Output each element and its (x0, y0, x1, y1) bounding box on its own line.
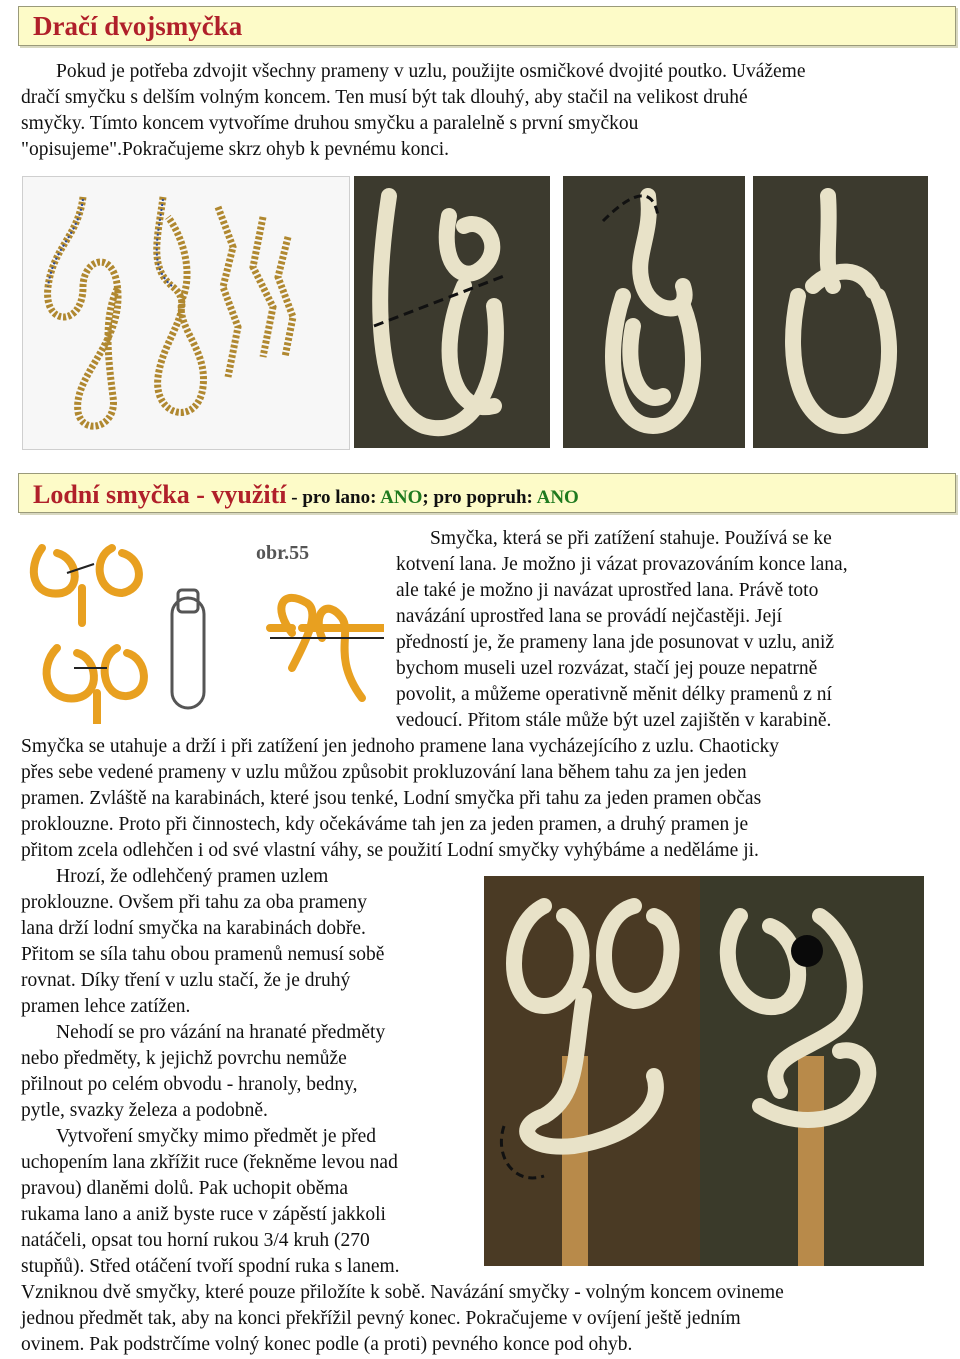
rope-on-post-step2-icon (700, 876, 924, 1266)
section-header-draci-dvojsmycka (18, 6, 956, 46)
text-line: lana drží lodní smyčka na karabinách dobře. (21, 918, 366, 939)
text-line: přes sebe vedené prameny v uzlu můžou způsobit prokluzování lana během tahu za jen jeden (21, 762, 747, 783)
text-line: pravou) dlaněmi dolů. Pak uchopit oběma (21, 1178, 349, 1199)
text-line: přitom zcela odlehčen i od své vlastní váhy, se použití Lodní smyčky vyhýbáme a neděláme ji. (21, 840, 759, 861)
figure-label: obr.55 (256, 542, 310, 564)
text-line: Vzniknou dvě smyčky, které pouze přiložíte k sobě. Navázání smyčky - volným koncem ovineme (21, 1282, 784, 1303)
text-line: Přitom se síla tahu obou pramenů nemusí sobě (21, 944, 385, 965)
text-line: předností je, že prameny lana jde posunovat v uzlu, aniž (396, 632, 835, 653)
figure-clove-hitch-diagram (22, 528, 384, 724)
text-line: natáčeli, opsat tou horní rukou 3/4 kruh (270 (21, 1230, 370, 1251)
text-line: Nehodí se pro vázání na hranaté předměty (56, 1022, 386, 1043)
text-line: jednou předmět tak, aby na konci překřížil pevný konec. Pokračujeme v ovíjení ještě jedním (21, 1308, 741, 1329)
dragon-loop-diagram-icon (23, 177, 349, 449)
photo-clove-hitch-step2 (700, 876, 924, 1266)
text-line: "opisujeme".Pokračujeme skrz ohyb k pevnému konci. (21, 139, 450, 160)
text-line: vedoucí. Přitom stále může být uzel zajištěn v karabině. (396, 710, 832, 731)
text-line: povolit, a můžeme operativně měnit délky pramenů z ní (396, 684, 832, 705)
text-line: uchopením lana zkřížit ruce (řekněme levou nad (21, 1152, 398, 1173)
text-line: Smyčka se utahuje a drží i při zatížení jen jednoho pramene lana vycházejícího z uzlu. Chaoticky (21, 736, 780, 757)
section-title: Lodní smyčka - využití (33, 480, 287, 509)
photo-dragon-loop-finished (753, 176, 928, 448)
text-line: rovnat. Díky tření v uzlu stačí, že je druhý (21, 970, 351, 991)
text-line: pramen. Zvláště na karabinách, které jsou tenké, Lodní smyčka při tahu za jeden pramen občas (21, 788, 762, 809)
section-title-line (33, 480, 579, 510)
text-line: pytle, svazky železa a podobně. (21, 1100, 268, 1121)
rope-on-post-step1-icon (484, 876, 700, 1266)
figure-dragon-loop-diagram (22, 176, 350, 450)
subtitle-mid: ; pro popruh: (422, 487, 537, 508)
text-line: přilnout po celém obvodu - hranoly, bedny, (21, 1074, 358, 1095)
text-line: bychom museli uzel rozvázat, stačí jej pouze nepatrně (396, 658, 818, 679)
photo-clove-hitch-step1 (484, 876, 700, 1266)
text-line: navázání uprostřed lana se provádí nejčastěji. Její (396, 606, 783, 627)
text-line: pramen lehce zatížen. (21, 996, 191, 1017)
text-line: Smyčka, která se při zatížení stahuje. Používá se ke (430, 528, 832, 549)
clove-hitch-diagram-icon (22, 528, 384, 724)
section-title: Dračí dvojsmyčka (33, 11, 243, 41)
text-line: Pokud je potřeba zdvojit všechny prameny v uzlu, použijte osmičkové dvojité poutko. Uvážeme (56, 61, 806, 82)
text-line: smyčky. Tímto koncem vytvoříme druhou smyčku a paralelně s první smyčkou (21, 113, 639, 134)
text-line: Vytvoření smyčky mimo předmět je před (56, 1126, 377, 1147)
text-line: nebo předměty, k jejichž povrchu nemůže (21, 1048, 347, 1069)
text-line: proklouzne. Ovšem při tahu za oba prameny (21, 892, 368, 913)
subtitle-prefix: - pro lano: (286, 487, 381, 508)
rope-finished-icon (753, 176, 928, 448)
text-line: Hrozí, že odlehčený pramen uzlem (56, 866, 329, 887)
lano-value: ANO (380, 487, 423, 508)
section-header-lodni-smycka (18, 473, 956, 513)
text-line: dračí smyčku s delším volným koncem. Ten musí být tak dlouhý, aby stačil na velikost druhé (21, 87, 748, 108)
text-line: kotvení lana. Je možno ji vázat provazováním konce lana, (396, 554, 848, 575)
text-line: stupňů). Střed otáčení tvoří spodní ruka s lanem. (21, 1256, 400, 1277)
text-line: rukama lano a aniž byste ruce v zápěstí jakkoli (21, 1204, 386, 1225)
popruh-value: ANO (536, 487, 579, 508)
photo-dragon-loop-step2 (563, 176, 745, 448)
rope-step2-icon (563, 176, 745, 448)
text-line: proklouzne. Proto při činnostech, kdy očekáváme tah jen za jeden pramen, a druhý pramen je (21, 814, 749, 835)
photo-dragon-loop-step1 (354, 176, 550, 448)
text-line: ovinem. Pak podstrčíme volný konec podle (a proti) pevného konce pod ohyb. (21, 1334, 633, 1355)
text-line: ale také je možno ji navázat uprostřed lana. Právě toto (396, 580, 819, 601)
rope-step1-icon (354, 176, 550, 448)
